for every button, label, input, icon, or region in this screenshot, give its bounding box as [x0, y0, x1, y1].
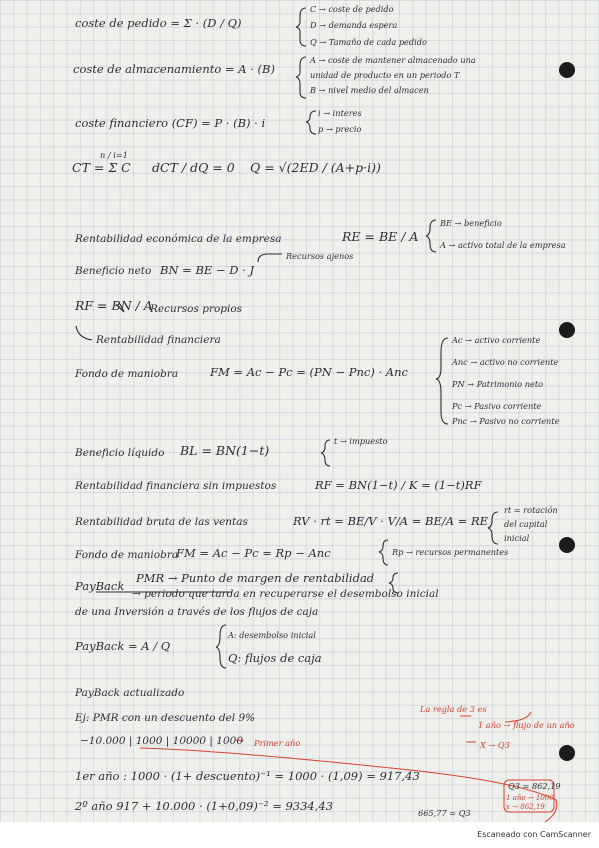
year-1-calculation: 1er año : 1000 · (1+ descuento)⁻¹ = 1000 · (1,09) = 917,43: [75, 769, 420, 783]
payback-formula: PayBack = A / Q: [75, 639, 171, 653]
q3-box-note: x → 862,19: [506, 803, 545, 811]
payback-pmr: PMR → Punto de margen de rentabilidad: [136, 571, 375, 585]
payback-definition: → periodo que tarda en recuperarse el desembolso inicial: [132, 588, 439, 600]
order-cost-formula: coste de pedido = Σ · (D / Q): [75, 16, 242, 30]
storage-cost-formula: coste de almacenamiento = A · (B): [73, 62, 275, 76]
sum-limits: n / i=1: [100, 150, 128, 160]
working-capital-note: Anc → activo no corriente: [452, 357, 559, 367]
financial-no-tax-label: Rentabilidad financiera sin impuestos: [75, 480, 277, 492]
payback-title: PayBack: [75, 579, 125, 593]
financial-cost-formula: coste financiero (CF) = P · (B) · i: [75, 116, 266, 130]
q3-result: Q3 = 862,19: [508, 781, 561, 791]
storage-cost-note: unidad de producto en un periodo T: [310, 70, 460, 80]
order-cost-note: Q → Tamaño de cada pedido: [310, 37, 427, 47]
order-cost-note: D → demanda espera: [310, 20, 398, 30]
working-capital-note: Pnc → Pasivo no corriente: [452, 416, 560, 426]
payback-definition: de una Inversión a través de los flujos de caja: [75, 606, 319, 618]
net-profit-note: Recursos ajenos: [286, 251, 354, 261]
financial-no-tax-formula: RF = BN(1−t) / K = (1−t)RF: [315, 478, 482, 492]
working-capital-label: Fondo de maniobra: [75, 368, 179, 380]
storage-cost-note: B → nivel medio del almacen: [310, 85, 429, 95]
working-capital-note: Pc → Pasivo corriente: [452, 401, 542, 411]
working-capital-2-note: Rp → recursos permanentes: [392, 547, 509, 557]
economic-return-note: A → activo total de la empresa: [440, 240, 566, 250]
gross-sales-note: inicial: [504, 533, 530, 543]
payback-note: A: desembolso inicial: [228, 630, 316, 640]
net-profit-label: Beneficio neto: [75, 265, 152, 277]
financial-return-note: Recursos propios: [150, 303, 243, 315]
economic-return-formula: RE = BE / A: [342, 229, 419, 244]
working-capital-2-label: Fondo de maniobra: [75, 549, 179, 561]
year-2-calculation: 2º año 917 + 10.000 · (1+0,09)⁻² = 9334,43: [75, 799, 334, 813]
first-year-note: Primer año: [254, 738, 301, 748]
rule-of-three-note: X → Q3: [480, 740, 510, 750]
gross-sales-note: del capital: [504, 519, 548, 529]
payback-example: Ej: PMR con un descuento del 9%: [75, 712, 256, 724]
bottom-calculation: 665,77 = Q3: [418, 808, 471, 818]
storage-cost-note: A → coste de mantener almacenado una: [310, 55, 476, 65]
working-capital-2-formula: FM = Ac − Pc = Rp − Anc: [176, 546, 331, 560]
gross-sales-note: rt = rotación: [504, 505, 558, 515]
liquid-profit-label: Beneficio líquido: [75, 447, 165, 459]
order-cost-note: C → coste de pedido: [310, 4, 394, 14]
derivative: dCT / dQ = 0: [152, 160, 235, 175]
q3-box-note: 1 año → 1000: [506, 794, 554, 802]
financial-cost-note: p → precio: [318, 124, 362, 134]
rule-of-three-note: 1 año → flujo de un año: [478, 720, 575, 730]
gross-sales-formula: RV · rt = BE/V · V/A = BE/A = RE: [293, 514, 489, 528]
liquid-profit-note: t → impuesto: [334, 436, 388, 446]
working-capital-formula: FM = Ac − Pc = (PN − Pnc) · Anc: [210, 365, 408, 379]
financial-return-heading: Rentabilidad financiera: [96, 334, 221, 346]
liquid-profit-formula: BL = BN(1−t): [180, 443, 270, 458]
financial-return-formula: RF = BN / A: [75, 298, 153, 313]
scanner-watermark: Escaneado con CamScanner: [477, 830, 591, 839]
net-profit-formula: BN = BE − D · J: [160, 263, 255, 277]
total-cost: CT = Σ C: [72, 160, 131, 175]
working-capital-note: Ac → activo corriente: [452, 335, 541, 345]
payback-note: Q: flujos de caja: [228, 651, 322, 665]
cash-flows: −10.000 | 1000 | 10000 | 1000: [80, 735, 244, 747]
economic-return-note: BE → beneficio: [440, 218, 502, 228]
working-capital-note: PN → Patrimonio neto: [452, 379, 544, 389]
economic-return-label: Rentabilidad económica de la empresa: [75, 233, 282, 245]
rule-of-three-note: La regla de 3 es: [420, 704, 487, 714]
payback-updated-title: PayBack actualizado: [75, 687, 185, 699]
financial-cost-note: i → interes: [318, 108, 362, 118]
gross-sales-label: Rentabilidad bruta de las ventas: [75, 516, 248, 528]
optimal-quantity: Q = √(2ED / (A+p·i)): [250, 160, 381, 175]
